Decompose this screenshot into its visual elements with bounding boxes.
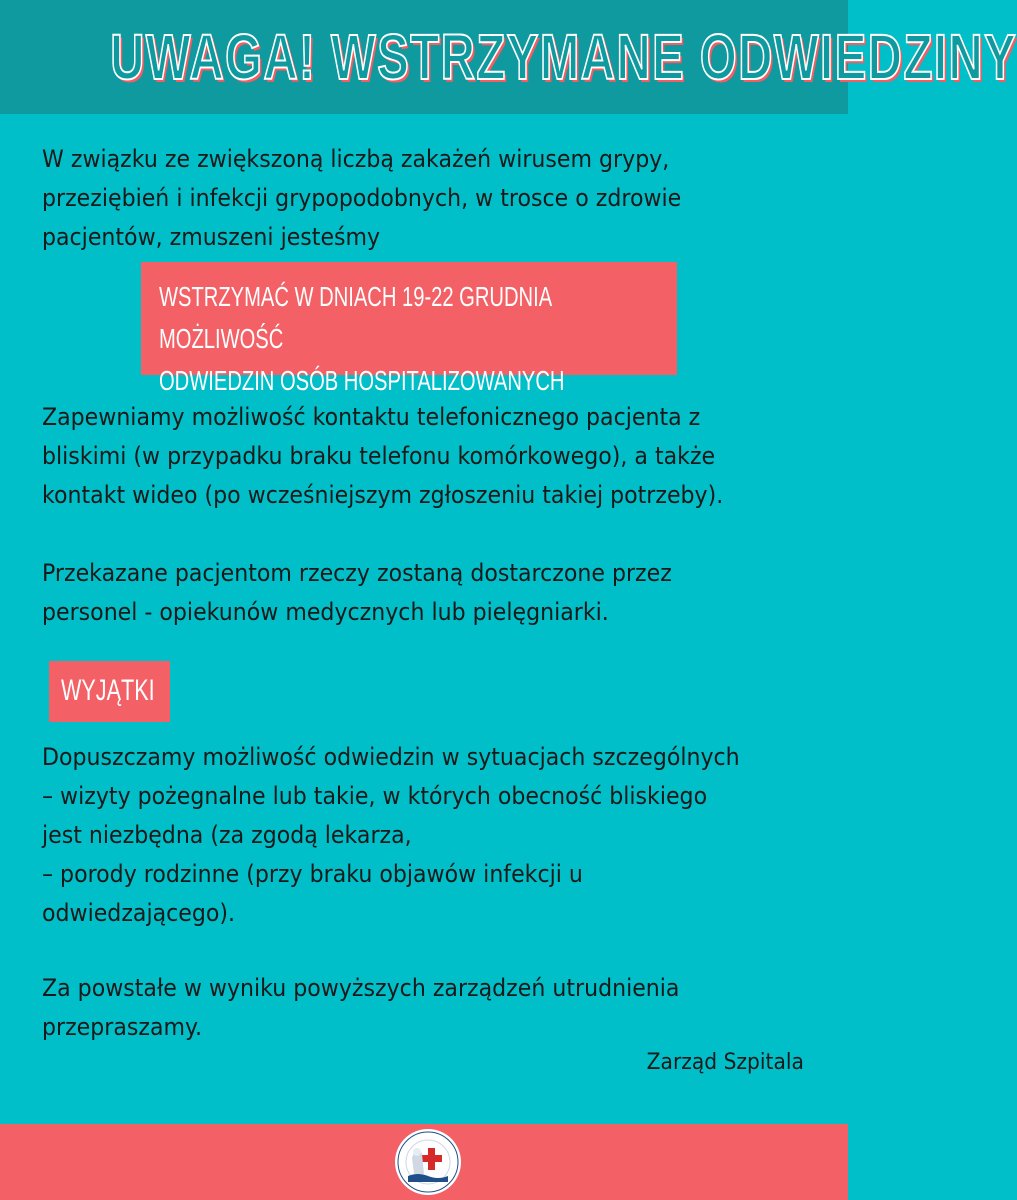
items-paragraph: Przekazane pacjentom rzeczy zostaną dostarczone przez personel - opiekunów medycznych lub pielęgniarki. [42,559,672,626]
alert-box [141,262,677,396]
hospital-logo-icon [394,1128,462,1196]
exceptions-heading-box [49,661,170,722]
apology-paragraph: Za powstałe w wyniku powyższych zarządzeń utrudnienia przepraszamy. [42,974,680,1041]
intro-paragraph: W związku ze zwiększoną liczbą zakażeń wirusem grypy, przeziębień i infekcji grypopodobnych, w trosce o zdrowie pacjentów, zmuszeni jesteśmy [42,145,682,251]
header-banner [0,0,1017,114]
page-title: UWAGA! WSTRZYMANE ODWIEDZINY [110,21,1017,93]
alert-text: WSTRZYMAĆ W DNIACH 19-22 GRUDNIA MOŻLIWOŚĆ ODWIEDZIN OSÓB HOSPITALIZOWANYCH [159,281,565,396]
exceptions-paragraph: Dopuszczamy możliwość odwiedzin w sytuacjach szczególnych – wizyty pożegnalne lub takie, w których obecność bliskiego jest niezbędna (za zgodą lekarza, – porody rodzinne (przy braku objawów infekcji u odwiedzającego). [42,743,740,927]
contact-paragraph: Zapewniamy możliwość kontaktu telefonicznego pacjenta z bliskimi (w przypadku braku telefonu komórkowego), a także kontakt wideo (po wcześniejszym zgłoszeniu takiej potrzeby). [42,403,724,509]
signature: Zarząd Szpitala [646,1050,804,1075]
exceptions-heading: WYJĄTKI [61,674,155,707]
